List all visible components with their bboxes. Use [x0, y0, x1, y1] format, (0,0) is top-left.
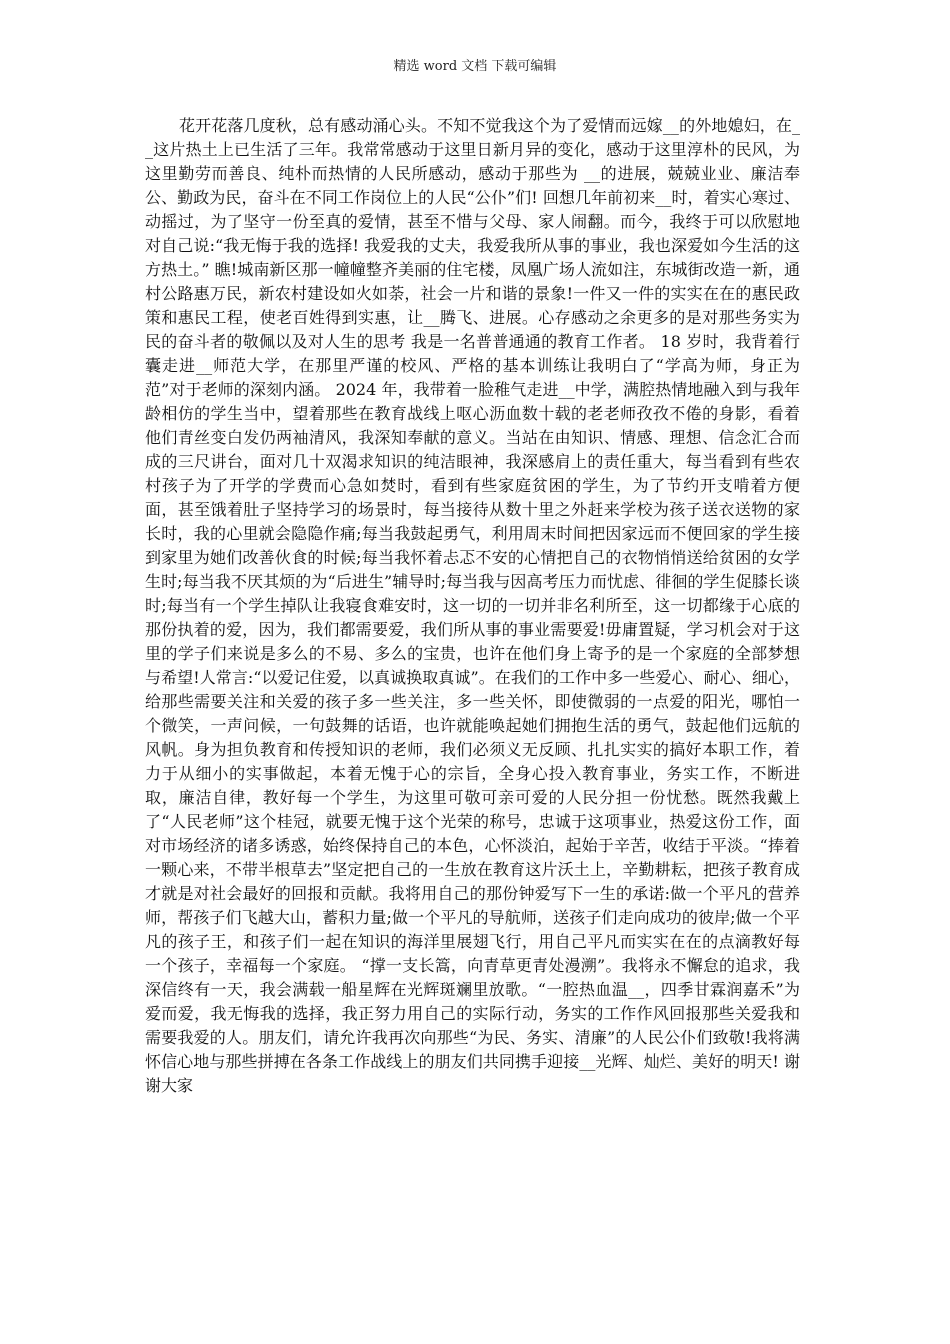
body-paragraph: 花开花落几度秋，总有感动涌心头。不知不觉我这个为了爱情而远嫁__的外地媳妇，在__这片热土上已生活了三年。我常常感动于这里日新月异的变化，感动于这里淳朴的民风，为这里勤劳而善良、纯朴而热情的人民所感动，感动于那些为 __的进展，兢兢业业、廉洁奉公、勤政为民，奋斗在不同工作岗位上的人民“公仆”们! 回想几年前初来__时，着实心寒过、动摇过，为了坚守一份至真的爱情，甚至不惜与父母、家人闹翻。而今，我终于可以欣慰地对自己说:“我无悔于我的选择! 我爱我的丈夫，我爱我所从事的事业，我也深爱如今生活的这方热土。” 瞧!城南新区那一幢幢整齐美丽的住宅楼，凤凰广场人流如注，东城街改造一新，通村公路惠万民，新农村建设如火如荼，社会一片和谐的景象!一件又一件的实实在在的惠民政策和惠民工程，使老百姓得到实惠，让__腾飞、进展。心存感动之余更多的是对那些务实为民的奋斗者的敬佩以及对人生的思考 我是一名普普通通的教育工作者。 18 岁时，我背着行囊走进__师范大学，在那里严谨的校风、严格的基本训练让我明白了“学高为师，身正为范”对于老师的深刻内涵。 2024 年，我带着一脸稚气走进__中学，满腔热情地融入到与我年龄相仿的学生当中，望着那些在教育战线上呕心沥血数十载的老老师孜孜不倦的身影，看着他们青丝变白发仍两袖清风，我深知奉献的意义。当站在由知识、情感、理想、信念汇合而成的三尺讲台，面对几十双渴求知识的纯洁眼神，我深感肩上的责任重大，每当看到有些农村孩子为了开学的学费而心急如焚时，看到有些家庭贫困的学生，为了节约开支啃着方便面，甚至饿着肚子坚持学习的场景时，每当接待从数十里之外赶来学校为孩子送衣送物的家长时，我的心里就会隐隐作痛;每当我鼓起勇气，利用周末时间把因家远而不便回家的学生接到家里为她们改善伙食的时候;每当我怀着忐忑不安的心情把自己的衣物悄悄送给贫困的女学生时;每当我不厌其烦的为“后进生”辅导时;每当我与因高考压力而忧虑、徘徊的学生促膝长谈时;每当有一个学生掉队让我寝食难安时，这一切的一切并非名利所至，这一切都缘于心底的那份执着的爱，因为，我们都需要爱，我们所从事的事业需要爱!毋庸置疑，学习机会对于这里的学子们来说是多么的不易、多么的宝贵，也许在他们身上寄予的是一个家庭的全部梦想与希望!人常言:“以爱记住爱，以真诚换取真诚”。在我们的工作中多一些爱心、耐心、细心，给那些需要关注和关爱的孩子多一些关注，多一些关怀，即使微弱的一点爱的阳光，哪怕一个微笑，一声问候，一句鼓舞的话语，也许就能唤起她们拥抱生活的勇气，鼓起他们远航的风帆。身为担负教育和传授知识的老师，我们必须义无反顾、扎扎实实的搞好本职工作，着力于从细小的实事做起，本着无愧于心的宗旨，全身心投入教育事业，务实工作，不断进取，廉洁自律，教好每一个学生，为这里可敬可亲可爱的人民分担一份忧愁。既然我戴上了“人民老师”这个桂冠，就要无愧于这个光荣的称号，忠诚于这项事业，热爱这份工作，面对市场经济的诸多诱惑，始终保持自己的本色，心怀淡泊，起始于辛苦，收结于平淡。“捧着一颗心来，不带半根草去”坚定把自己的一生放在教育这片沃土上，辛勤耕耘，把孩子教育成才就是对社会最好的回报和贡献。我将用自己的那份钟爱写下一生的承诺:做一个平凡的营养师，帮孩子们飞越大山，蓄积力量;做一个平凡的导航师，送孩子们走向成功的彼岸;做一个平凡的孩子王，和孩子们一起在知识的海洋里展翅飞行，用自己平凡而实实在在的点滴教好每一个孩子，幸福每一个家庭。 “撑一支长篙，向青草更青处漫溯”。我将永不懈怠的追求，我深信终有一天，我会满载一船星辉在光辉斑斓里放歌。“一腔热血温__，四季甘霖润嘉禾”为爱而爱，我无悔我的选择，我正努力用自己的实际行动，务实的工作作风回报那些关爱我和需要我爱的人。朋友们，请允许我再次向那些“为民、务实、清廉”的人民公仆们致敬!我将满怀信心地与那些拼搏在各条工作战线上的朋友们共同携手迎接__光辉、灿烂、美好的明天! 谢谢大家 [145, 116, 800, 1095]
page-header: 精选 word 文档 下载可编辑 [393, 59, 557, 74]
